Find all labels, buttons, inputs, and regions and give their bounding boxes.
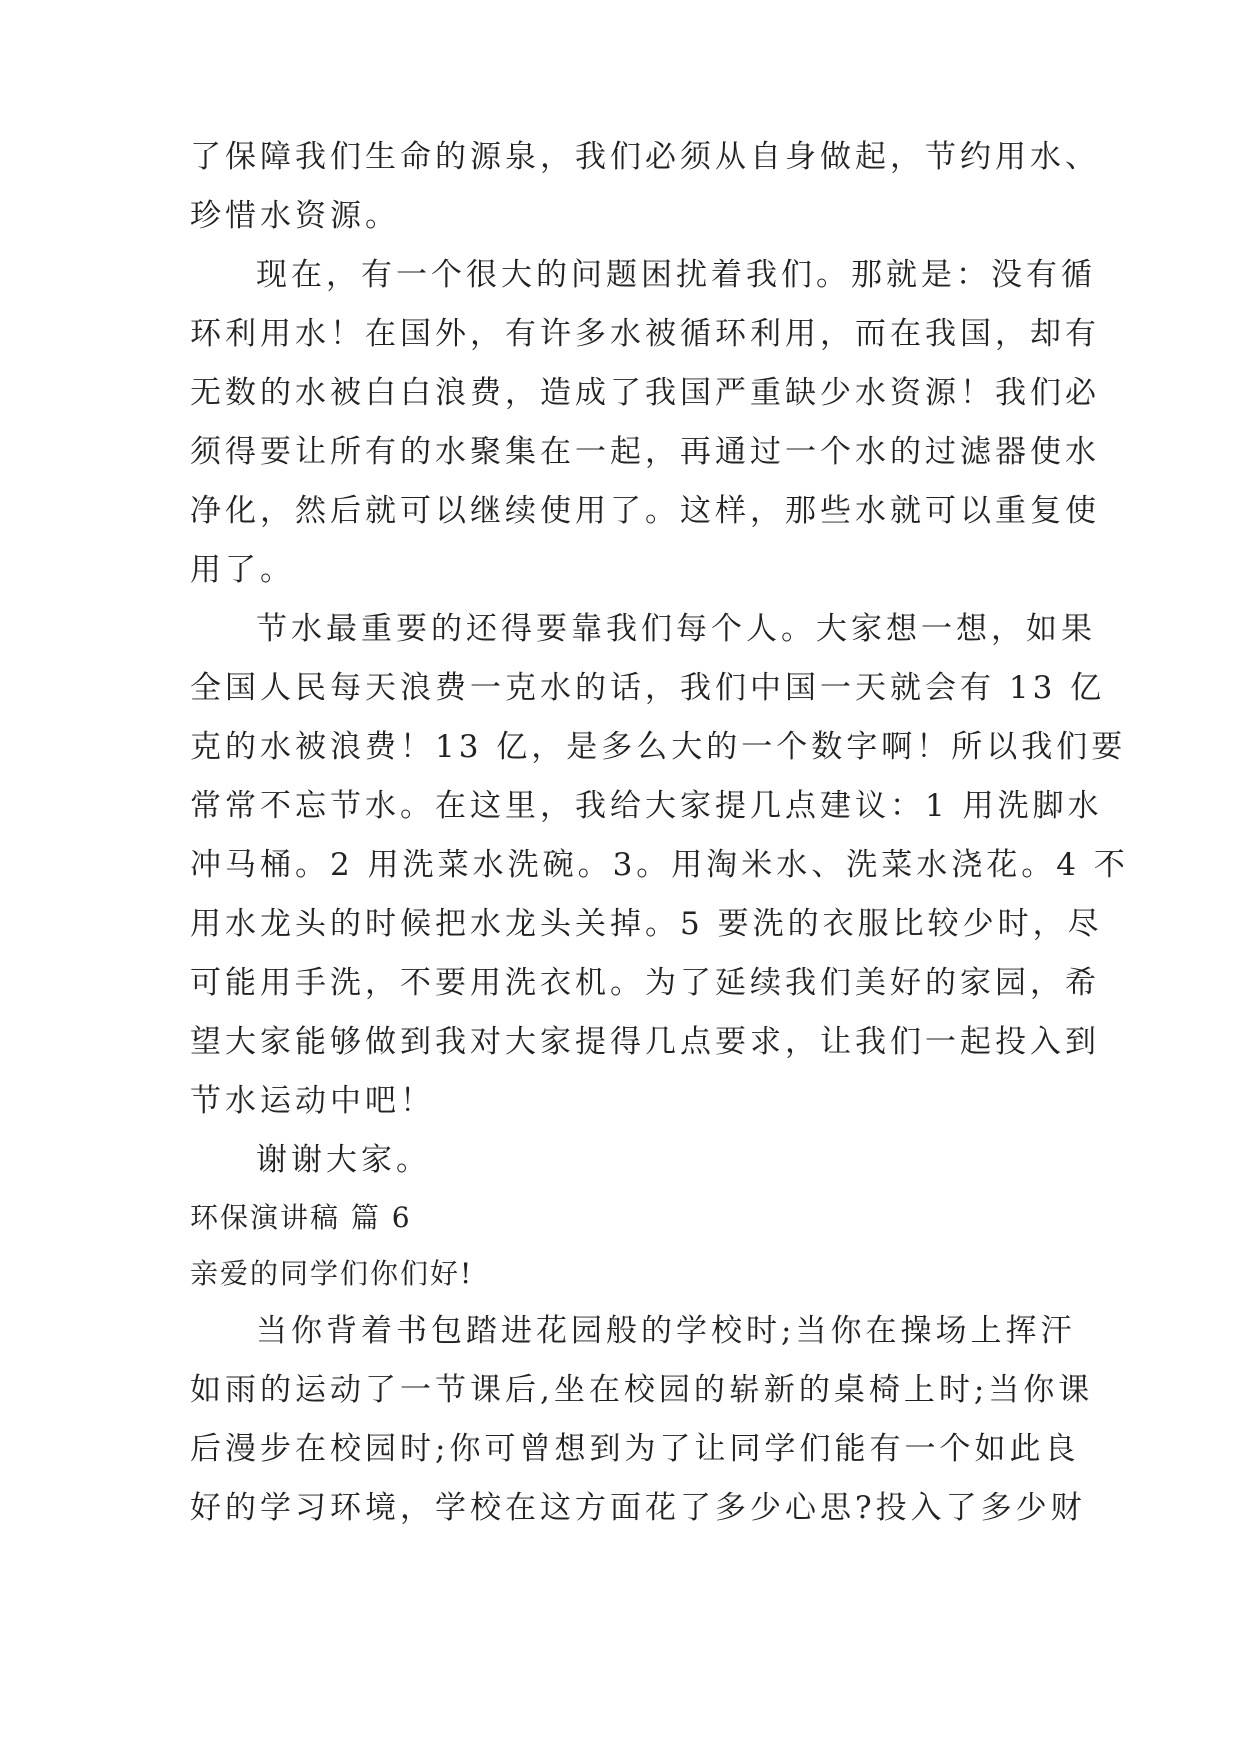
text-line: 无数的水被白白浪费，造成了我国严重缺少水资源！我们必: [190, 375, 1100, 411]
text-line: 用水龙头的时候把水龙头关掉。5 要洗的衣服比较少时，尽: [190, 906, 1103, 942]
text-line: 用了。: [190, 552, 295, 588]
text-line: 望大家能够做到我对大家提得几点要求，让我们一起投入到: [190, 1024, 1100, 1060]
text-line: 了保障我们生命的源泉，我们必须从自身做起，节约用水、: [190, 139, 1100, 175]
salutation-line: 亲爱的同学们你们好!: [190, 1257, 474, 1290]
text-line: 可能用手洗，不要用洗衣机。为了延续我们美好的家园，希: [190, 965, 1100, 1001]
text-line: 如雨的运动了一节课后,坐在校园的崭新的桌椅上时;当你课: [190, 1372, 1094, 1408]
text-line: 克的水被浪费！13 亿，是多么大的一个数字啊！所以我们要: [190, 729, 1127, 765]
text-line: 净化，然后就可以继续使用了。这样，那些水就可以重复使: [190, 493, 1100, 529]
text-line: 节水运动中吧！: [190, 1083, 435, 1119]
text-line: 珍惜水资源。: [190, 198, 400, 234]
text-line: 常常不忘节水。在这里，我给大家提几点建议：1 用洗脚水: [190, 788, 1103, 824]
text-line: 全国人民每天浪费一克水的话，我们中国一天就会有 13 亿: [190, 670, 1106, 706]
section-heading: 环保演讲稿 篇 6: [190, 1201, 412, 1234]
text-line: 后漫步在校园时;你可曾想到为了让同学们能有一个如此良: [190, 1431, 1080, 1467]
document-page: [190, 128, 1129, 1538]
text-line: 环利用水！在国外，有许多水被循环利用，而在我国，却有: [190, 316, 1100, 352]
closing-line: 谢谢大家。: [256, 1142, 431, 1178]
text-line: 须得要让所有的水聚集在一起，再通过一个水的过滤器使水: [190, 434, 1100, 470]
text-line: 冲马桶。2 用洗菜水洗碗。3。用淘米水、洗菜水浇花。4 不: [190, 847, 1129, 883]
paragraph-start-line: 节水最重要的还得要靠我们每个人。大家想一想，如果: [256, 611, 1096, 647]
paragraph-start-line: 现在，有一个很大的问题困扰着我们。那就是：没有循: [256, 257, 1096, 293]
text-line: 好的学习环境，学校在这方面花了多少心思?投入了多少财: [190, 1490, 1086, 1526]
paragraph-start-line: 当你背着书包踏进花园般的学校时;当你在操场上挥汗: [256, 1313, 1076, 1349]
